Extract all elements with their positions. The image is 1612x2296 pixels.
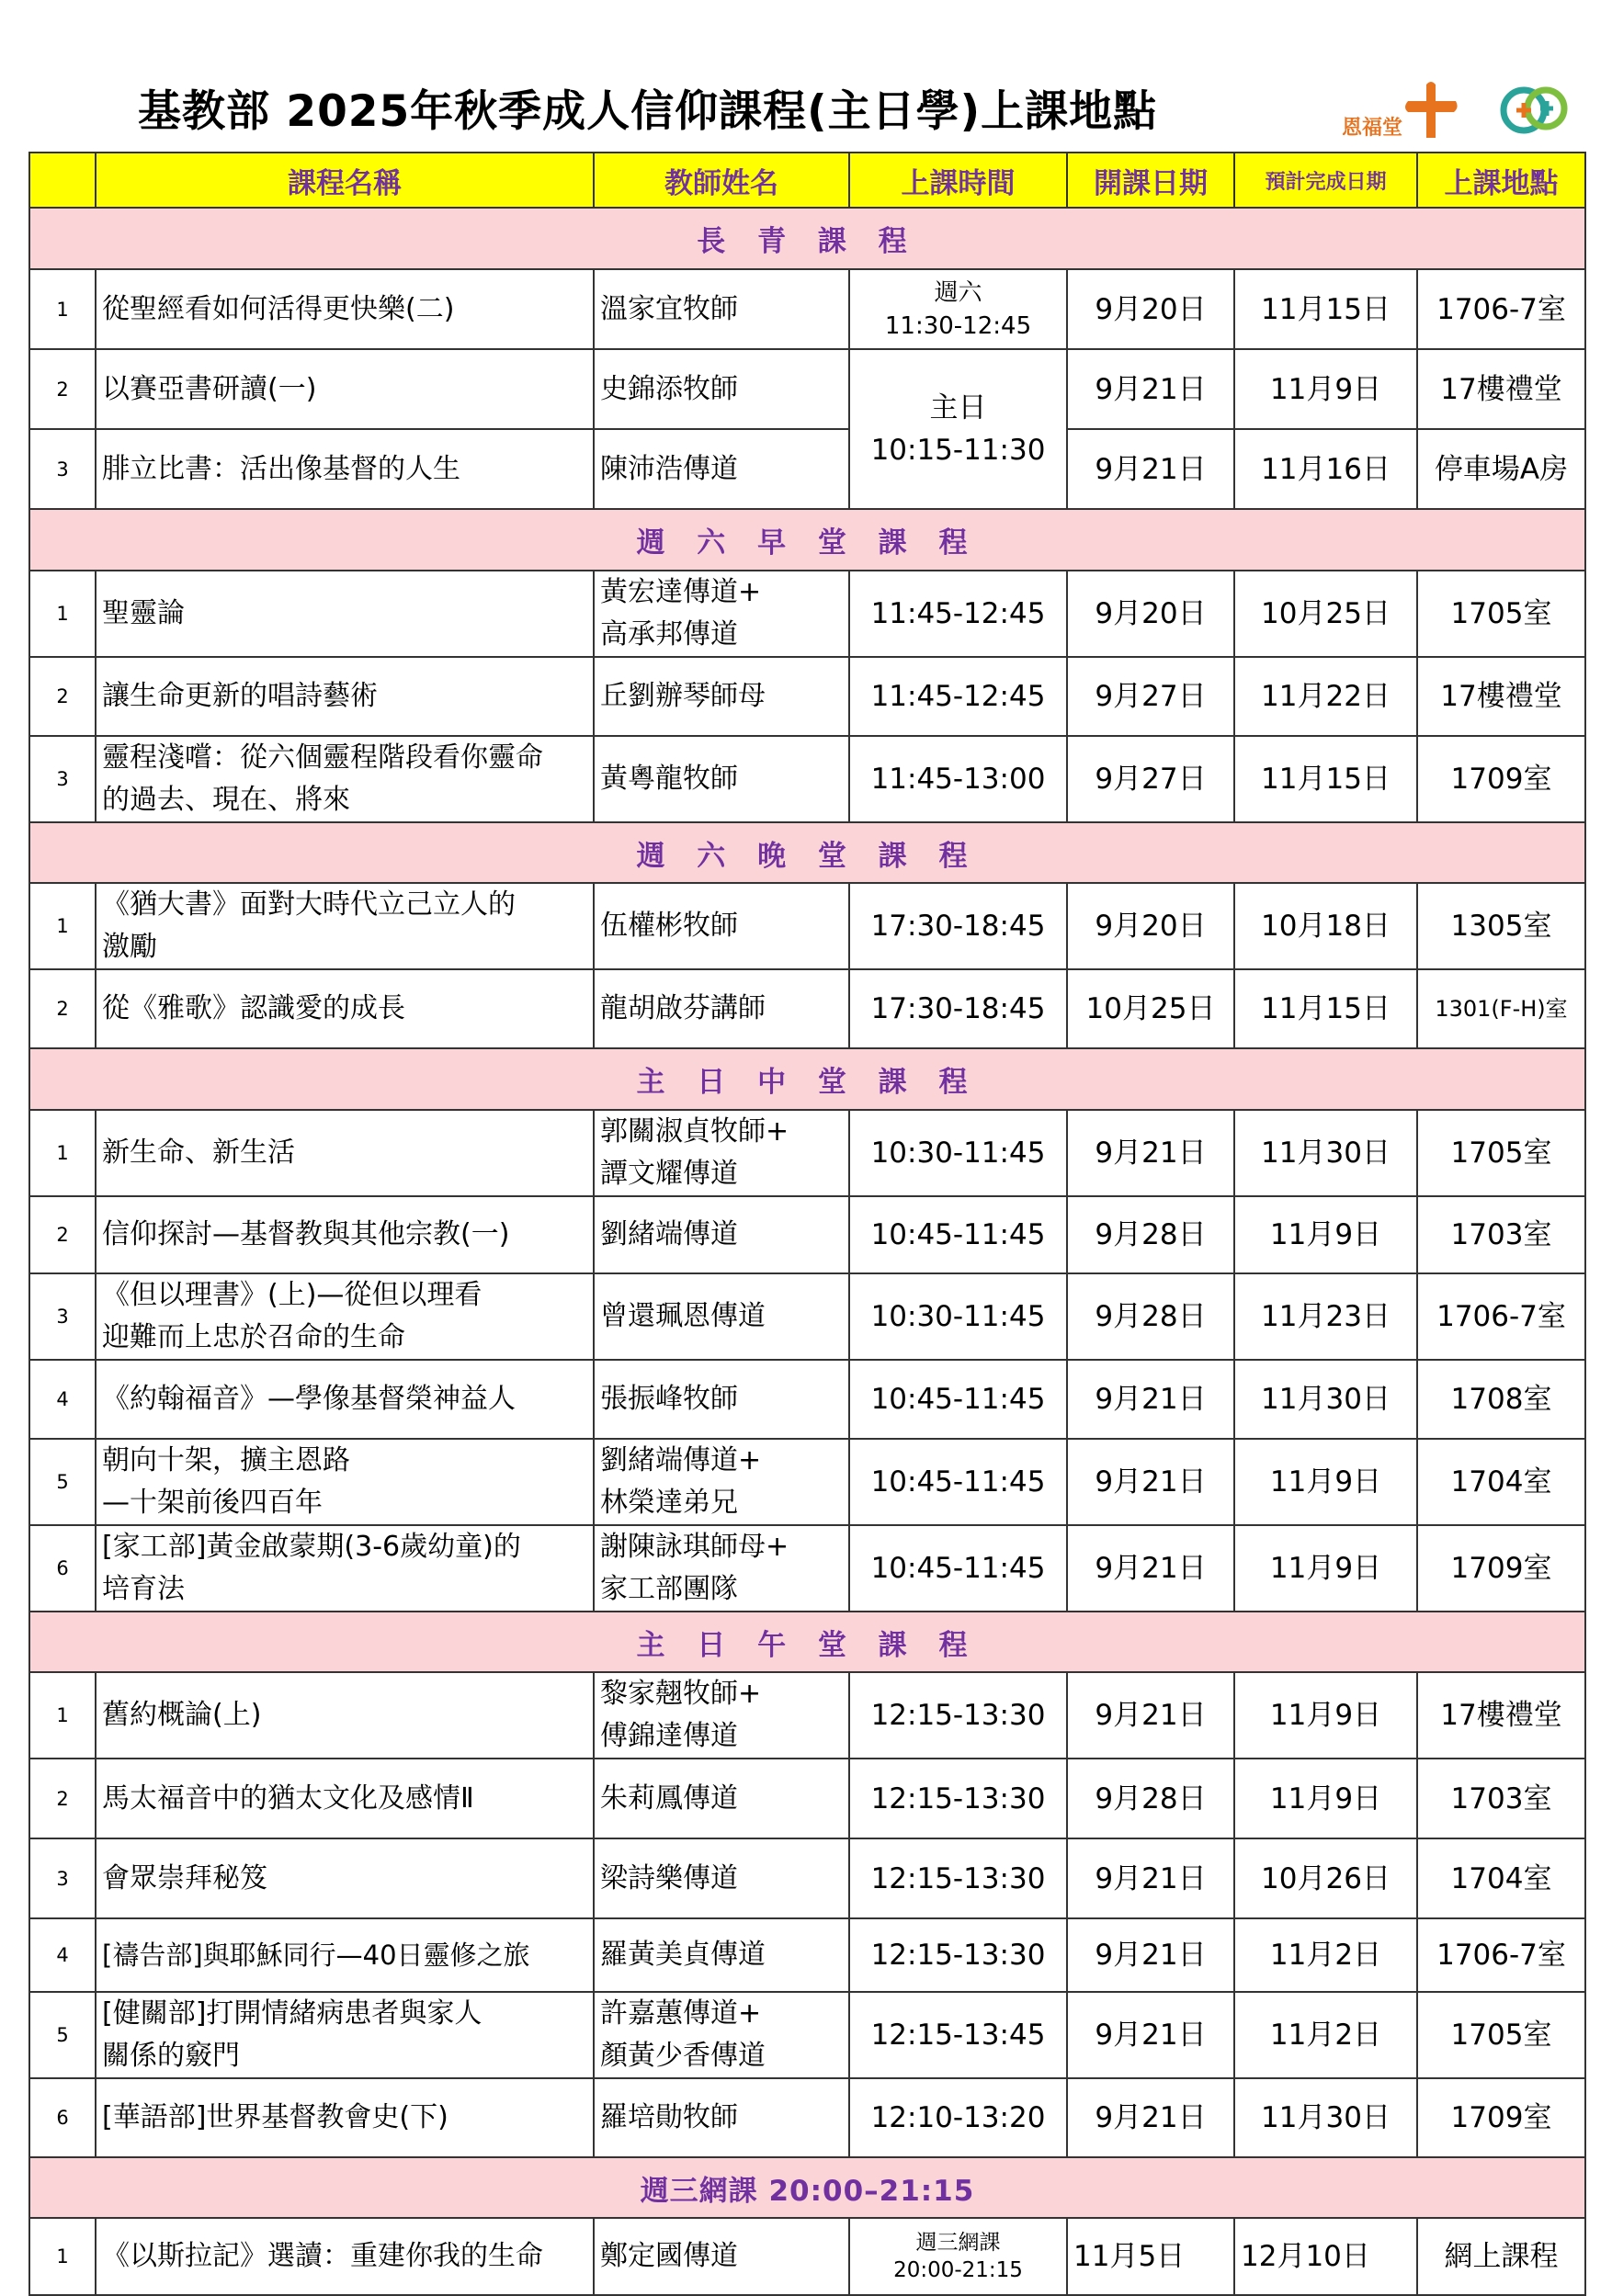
course-name: 《以斯拉記》選讀：重建你我的生命	[96, 2218, 594, 2295]
location: 1708室	[1417, 1360, 1585, 1439]
start-date: 9月21日	[1067, 349, 1234, 429]
location: 1705室	[1417, 571, 1585, 657]
row-number: 1	[29, 1672, 96, 1759]
section-row	[29, 1048, 1585, 1110]
class-time: 12:15-13:30	[849, 1759, 1067, 1838]
end-date: 11月30日	[1234, 1360, 1417, 1439]
table-row	[29, 1273, 1585, 1360]
end-date: 11月9日	[1234, 1525, 1417, 1612]
location: 1709室	[1417, 736, 1585, 822]
end-date: 11月30日	[1234, 1110, 1417, 1196]
row-number: 5	[29, 1992, 96, 2078]
location: 1709室	[1417, 1525, 1585, 1612]
header-number	[29, 153, 96, 208]
table-row	[29, 429, 1585, 509]
table-row	[29, 1759, 1585, 1838]
teacher-name: 許嘉蕙傳道+ 顏黃少香傳道	[594, 1992, 849, 2078]
table-row	[29, 269, 1585, 349]
end-date: 11月16日	[1234, 429, 1417, 509]
row-number: 3	[29, 1838, 96, 1918]
end-date: 10月26日	[1234, 1838, 1417, 1918]
course-name: 聖靈論	[96, 571, 594, 657]
start-date: 9月20日	[1067, 883, 1234, 969]
start-date: 11月5日	[1067, 2218, 1234, 2295]
header-teacher: 教師姓名	[594, 153, 849, 208]
teacher-name: 伍權彬牧師	[594, 883, 849, 969]
teacher-name: 梁詩樂傳道	[594, 1838, 849, 1918]
course-name: 腓立比書：活出像基督的人生	[96, 429, 594, 509]
course-name: 信仰探討—基督教與其他宗教(一)	[96, 1196, 594, 1273]
page-title: 基教部 2025年秋季成人信仰課程(主日學)上課地點	[138, 86, 1158, 137]
emblem-logo-icon	[1496, 74, 1570, 147]
location: 1705室	[1417, 1992, 1585, 2078]
class-time: 主日 10:15-11:30	[849, 349, 1067, 509]
table-row	[29, 1360, 1585, 1439]
header-course-name: 課程名稱	[96, 153, 594, 208]
logo-text: 恩福堂	[1342, 117, 1403, 140]
end-date: 11月9日	[1234, 1672, 1417, 1759]
location: 1709室	[1417, 2078, 1585, 2157]
course-name: 從聖經看如何活得更快樂(二)	[96, 269, 594, 349]
section-title: 長 青 課 程	[29, 208, 1585, 269]
course-name: 馬太福音中的猶太文化及感情Ⅱ	[96, 1759, 594, 1838]
row-number: 1	[29, 883, 96, 969]
row-number: 6	[29, 2078, 96, 2157]
end-date: 11月15日	[1234, 969, 1417, 1048]
table-row	[29, 883, 1585, 969]
start-date: 9月21日	[1067, 1992, 1234, 2078]
cross-logo-icon	[1399, 77, 1463, 141]
section-title: 週 六 晚 堂 課 程	[29, 822, 1585, 883]
section-title: 主 日 午 堂 課 程	[29, 1612, 1585, 1672]
end-date: 10月25日	[1234, 571, 1417, 657]
location: 1704室	[1417, 1439, 1585, 1525]
location: 1703室	[1417, 1196, 1585, 1273]
teacher-name: 史錦添牧師	[594, 349, 849, 429]
location: 17樓禮堂	[1417, 1672, 1585, 1759]
row-number: 1	[29, 269, 96, 349]
location: 1706-7室	[1417, 1918, 1585, 1992]
course-name: [家工部]黃金啟蒙期(3-6歲幼童)的 培育法	[96, 1525, 594, 1612]
end-date: 12月10日	[1234, 2218, 1417, 2295]
start-date: 9月21日	[1067, 429, 1234, 509]
section-row	[29, 208, 1585, 269]
start-date: 9月27日	[1067, 736, 1234, 822]
end-date: 10月18日	[1234, 883, 1417, 969]
teacher-name: 溫家宜牧師	[594, 269, 849, 349]
row-number: 5	[29, 1439, 96, 1525]
location: 1704室	[1417, 1838, 1585, 1918]
row-number: 3	[29, 1273, 96, 1360]
class-time: 11:45-12:45	[849, 657, 1067, 736]
course-name: 以賽亞書研讀(一)	[96, 349, 594, 429]
end-date: 11月15日	[1234, 269, 1417, 349]
end-date: 11月9日	[1234, 1196, 1417, 1273]
table-row	[29, 1992, 1585, 2078]
course-name: 從《雅歌》認識愛的成長	[96, 969, 594, 1048]
start-date: 9月20日	[1067, 269, 1234, 349]
class-time: 11:45-12:45	[849, 571, 1067, 657]
row-number: 1	[29, 2218, 96, 2295]
end-date: 11月22日	[1234, 657, 1417, 736]
location: 網上課程	[1417, 2218, 1585, 2295]
class-time: 10:45-11:45	[849, 1360, 1067, 1439]
row-number: 3	[29, 736, 96, 822]
teacher-name: 黃宏達傳道+ 高承邦傳道	[594, 571, 849, 657]
class-time: 17:30-18:45	[849, 969, 1067, 1048]
location: 1706-7室	[1417, 1273, 1585, 1360]
start-date: 9月21日	[1067, 1360, 1234, 1439]
teacher-name: 黎家翹牧師+ 傅錦達傳道	[594, 1672, 849, 1759]
class-time: 12:15-13:30	[849, 1918, 1067, 1992]
class-time: 10:45-11:45	[849, 1439, 1067, 1525]
location: 1305室	[1417, 883, 1585, 969]
table-row	[29, 1672, 1585, 1759]
course-name: 《猶大書》面對大時代立己立人的 激勵	[96, 883, 594, 969]
header-location: 上課地點	[1417, 153, 1585, 208]
end-date: 11月9日	[1234, 349, 1417, 429]
start-date: 9月28日	[1067, 1759, 1234, 1838]
teacher-name: 劉緒端傳道	[594, 1196, 849, 1273]
location: 停車場A房	[1417, 429, 1585, 509]
table-row	[29, 657, 1585, 736]
start-date: 9月21日	[1067, 1439, 1234, 1525]
row-number: 2	[29, 349, 96, 429]
header-end-date: 預計完成日期	[1234, 153, 1417, 208]
end-date: 11月9日	[1234, 1759, 1417, 1838]
class-time: 12:15-13:45	[849, 1992, 1067, 2078]
class-time: 週六 11:30-12:45	[849, 269, 1067, 349]
start-date: 9月21日	[1067, 2078, 1234, 2157]
start-date: 9月20日	[1067, 571, 1234, 657]
teacher-name: 朱莉鳳傳道	[594, 1759, 849, 1838]
start-date: 10月25日	[1067, 969, 1234, 1048]
table-row	[29, 2078, 1585, 2157]
table-row	[29, 349, 1585, 429]
end-date: 11月2日	[1234, 1918, 1417, 1992]
course-name: [華語部]世界基督教會史(下)	[96, 2078, 594, 2157]
class-time: 10:30-11:45	[849, 1273, 1067, 1360]
teacher-name: 陳沛浩傳道	[594, 429, 849, 509]
class-time: 10:30-11:45	[849, 1110, 1067, 1196]
header-time: 上課時間	[849, 153, 1067, 208]
row-number: 4	[29, 1918, 96, 1992]
row-number: 6	[29, 1525, 96, 1612]
end-date: 11月30日	[1234, 2078, 1417, 2157]
row-number: 2	[29, 1759, 96, 1838]
class-time: 週三網課 20:00-21:15	[849, 2218, 1067, 2295]
start-date: 9月28日	[1067, 1273, 1234, 1360]
teacher-name: 鄭定國傳道	[594, 2218, 849, 2295]
table-row	[29, 571, 1585, 657]
section-row	[29, 822, 1585, 883]
teacher-name: 謝陳詠琪師母+ 家工部團隊	[594, 1525, 849, 1612]
table-row	[29, 736, 1585, 822]
course-name: 《但以理書》(上)—從但以理看 迎難而上忠於召命的生命	[96, 1273, 594, 1360]
table-row	[29, 1838, 1585, 1918]
teacher-name: 張振峰牧師	[594, 1360, 849, 1439]
course-name: [健關部]打開情緒病患者與家人 關係的竅門	[96, 1992, 594, 2078]
section-title: 週三網課 20:00–21:15	[29, 2157, 1585, 2218]
section-row	[29, 1612, 1585, 1672]
section-row	[29, 509, 1585, 571]
section-title: 週 六 早 堂 課 程	[29, 509, 1585, 571]
row-number: 1	[29, 1110, 96, 1196]
end-date: 11月15日	[1234, 736, 1417, 822]
course-name: 舊約概論(上)	[96, 1672, 594, 1759]
course-name: 讓生命更新的唱詩藝術	[96, 657, 594, 736]
teacher-name: 郭關淑貞牧師+ 譚文耀傳道	[594, 1110, 849, 1196]
course-name: 朝向十架，擴主恩路 —十架前後四百年	[96, 1439, 594, 1525]
course-name: 靈程淺嚐：從六個靈程階段看你靈命 的過去、現在、將來	[96, 736, 594, 822]
start-date: 9月21日	[1067, 1672, 1234, 1759]
teacher-name: 劉緒端傳道+ 林榮達弟兄	[594, 1439, 849, 1525]
end-date: 11月23日	[1234, 1273, 1417, 1360]
location: 17樓禮堂	[1417, 657, 1585, 736]
teacher-name: 丘劉辦琴師母	[594, 657, 849, 736]
row-number: 3	[29, 429, 96, 509]
class-time: 12:15-13:30	[849, 1838, 1067, 1918]
end-date: 11月2日	[1234, 1992, 1417, 2078]
course-name: 新生命、新生活	[96, 1110, 594, 1196]
teacher-name: 曾還珮恩傳道	[594, 1273, 849, 1360]
start-date: 9月27日	[1067, 657, 1234, 736]
table-row	[29, 1110, 1585, 1196]
row-number: 1	[29, 571, 96, 657]
start-date: 9月21日	[1067, 1838, 1234, 1918]
table-row	[29, 1525, 1585, 1612]
start-date: 9月21日	[1067, 1918, 1234, 1992]
location: 1706-7室	[1417, 269, 1585, 349]
table-row	[29, 1439, 1585, 1525]
teacher-name: 羅培勛牧師	[594, 2078, 849, 2157]
church-logo	[1342, 74, 1572, 147]
start-date: 9月21日	[1067, 1525, 1234, 1612]
table-row	[29, 969, 1585, 1048]
class-time: 10:45-11:45	[849, 1525, 1067, 1612]
section-row	[29, 2157, 1585, 2218]
row-number: 2	[29, 657, 96, 736]
teacher-name: 龍胡啟芬講師	[594, 969, 849, 1048]
location: 1705室	[1417, 1110, 1585, 1196]
row-number: 4	[29, 1360, 96, 1439]
location: 1703室	[1417, 1759, 1585, 1838]
end-date: 11月9日	[1234, 1439, 1417, 1525]
teacher-name: 黃粵龍牧師	[594, 736, 849, 822]
row-number: 2	[29, 1196, 96, 1273]
class-time: 11:45-13:00	[849, 736, 1067, 822]
table-row	[29, 1918, 1585, 1992]
start-date: 9月21日	[1067, 1110, 1234, 1196]
teacher-name: 羅黃美貞傳道	[594, 1918, 849, 1992]
location: 17樓禮堂	[1417, 349, 1585, 429]
row-number: 2	[29, 969, 96, 1048]
course-name: [禱告部]與耶穌同行—40日靈修之旅	[96, 1918, 594, 1992]
section-title: 主 日 中 堂 課 程	[29, 1048, 1585, 1110]
class-time: 10:45-11:45	[849, 1196, 1067, 1273]
location: 1301(F-H)室	[1417, 969, 1585, 1048]
class-time: 12:15-13:30	[849, 1672, 1067, 1759]
table-row	[29, 2218, 1585, 2295]
class-time: 17:30-18:45	[849, 883, 1067, 969]
schedule-table	[28, 152, 1586, 2296]
course-name: 會眾崇拜秘笈	[96, 1838, 594, 1918]
course-name: 《約翰福音》—學像基督榮神益人	[96, 1360, 594, 1439]
header-start-date: 開課日期	[1067, 153, 1234, 208]
header-row	[29, 153, 1585, 208]
start-date: 9月28日	[1067, 1196, 1234, 1273]
class-time: 12:10-13:20	[849, 2078, 1067, 2157]
table-row	[29, 1196, 1585, 1273]
